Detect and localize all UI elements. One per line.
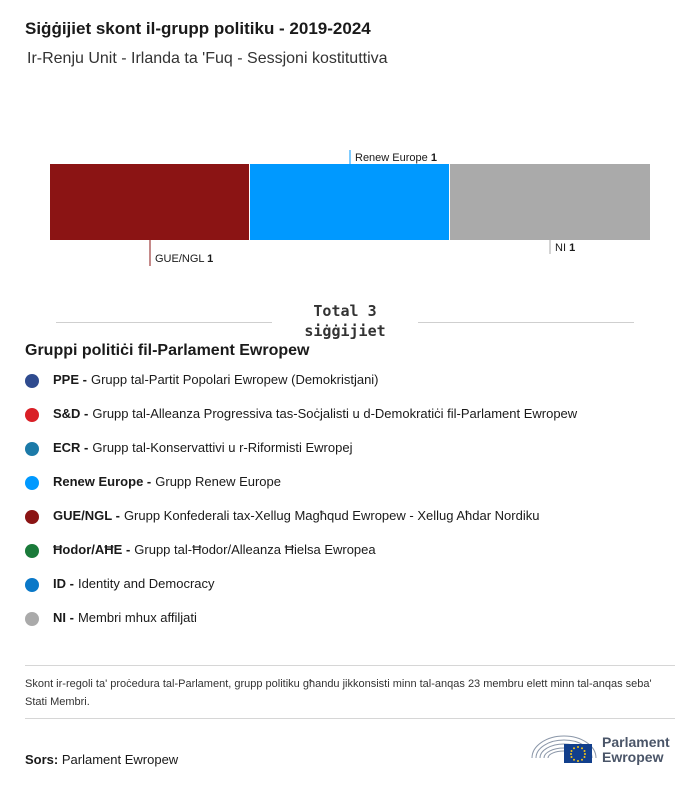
total-divider-right (418, 322, 634, 323)
chart-subtitle: Ir-Renju Unit - Irlanda ta 'Fuq - Sessjoni kostituttiva (27, 50, 388, 67)
bar-segment-renew-europe (250, 164, 449, 240)
chart-title: Siġġijiet skont il-grupp politiku - 2019-2024 (25, 19, 371, 38)
bar-label-name: NI (555, 242, 570, 254)
parliament-emblem-icon (530, 728, 600, 768)
total-unit: siġġijiet (304, 322, 386, 340)
political-groups-legend (25, 372, 577, 644)
seat-bar-chart (0, 140, 700, 280)
legend-swatch (25, 374, 39, 388)
legend-item (25, 610, 577, 644)
legend-swatch (25, 408, 39, 422)
legend-item (25, 542, 577, 576)
legend-abbr: GUE/NGL - (53, 508, 120, 523)
legend-item (25, 372, 577, 406)
footnote-divider-top (25, 665, 675, 666)
legend-desc: Grupp tal-Ħodor/Alleanza Ħielsa Ewropea (134, 542, 376, 557)
legend-item (25, 474, 577, 508)
legend-desc: Identity and Democracy (77, 576, 215, 591)
legend-item (25, 508, 577, 542)
source-label: Sors: (25, 752, 59, 767)
bar-label (155, 253, 213, 265)
legend-abbr: ID - (53, 576, 74, 591)
bar-label-value: 1 (430, 152, 437, 164)
legend-desc: Grupp tal-Konservattivi u r-Riformisti Ewropej (92, 440, 353, 455)
legend-desc: Grupp tal-Partit Popolari Ewropew (Demokristjani) (90, 372, 379, 387)
legend-item (25, 440, 577, 474)
legend-swatch (25, 442, 39, 456)
legend-abbr: S&D - (53, 406, 89, 421)
legend-desc: Grupp Renew Europe (155, 474, 281, 489)
legend-desc: Grupp Konfederali tax-Xellug Magħqud Ewropew - Xellug Aħdar Nordiku (123, 508, 540, 523)
legend-title: Gruppi politiċi fil-Parlament Ewropew (25, 342, 310, 359)
bar-label (555, 242, 575, 254)
legend-swatch (25, 578, 39, 592)
total-seats-label (275, 301, 415, 341)
bar-label-value: 1 (207, 253, 214, 265)
legend-abbr: PPE - (53, 372, 87, 387)
footnote: Skont ir-regoli ta' proċedura tal-Parlament, grupp politiku għandu jikkonsisti minn tal-anqas 23 membru elett minn tal-anqas seba' Stati Membri. (25, 678, 652, 708)
bar-label (355, 152, 437, 164)
logo-wordmark (602, 735, 670, 765)
total-value: Total 3 (313, 302, 377, 320)
legend-swatch (25, 544, 39, 558)
bar-segment-gue-ngl (50, 164, 249, 240)
legend-item (25, 406, 577, 440)
legend-desc: Grupp tal-Alleanza Progressiva tas-Soċjalisti u d-Demokratiċi fil-Parlament Ewropew (92, 406, 578, 421)
legend-swatch (25, 476, 39, 490)
european-parliament-logo (530, 728, 680, 768)
legend-desc: Membri mhux affiljati (77, 610, 197, 625)
legend-swatch (25, 612, 39, 626)
footnote-divider-bottom (25, 718, 675, 719)
legend-abbr: NI - (53, 610, 74, 625)
source-value: Parlament Ewropew (61, 752, 179, 767)
legend-item (25, 576, 577, 610)
bar-segment-ni (450, 164, 650, 240)
legend-swatch (25, 510, 39, 524)
total-seats-block (0, 300, 700, 344)
logo-line-2: Ewropew (602, 749, 664, 765)
legend-abbr: ECR - (53, 440, 89, 455)
logo-line-1: Parlament (602, 734, 670, 750)
legend-abbr: Ħodor/AĦE - (53, 542, 131, 557)
bar-label-name: GUE/NGL (155, 253, 208, 265)
legend-abbr: Renew Europe - (53, 474, 152, 489)
bar-label-value: 1 (569, 242, 576, 254)
total-divider-left (56, 322, 272, 323)
source-line (25, 752, 178, 767)
bar-label-name: Renew Europe (355, 152, 431, 164)
